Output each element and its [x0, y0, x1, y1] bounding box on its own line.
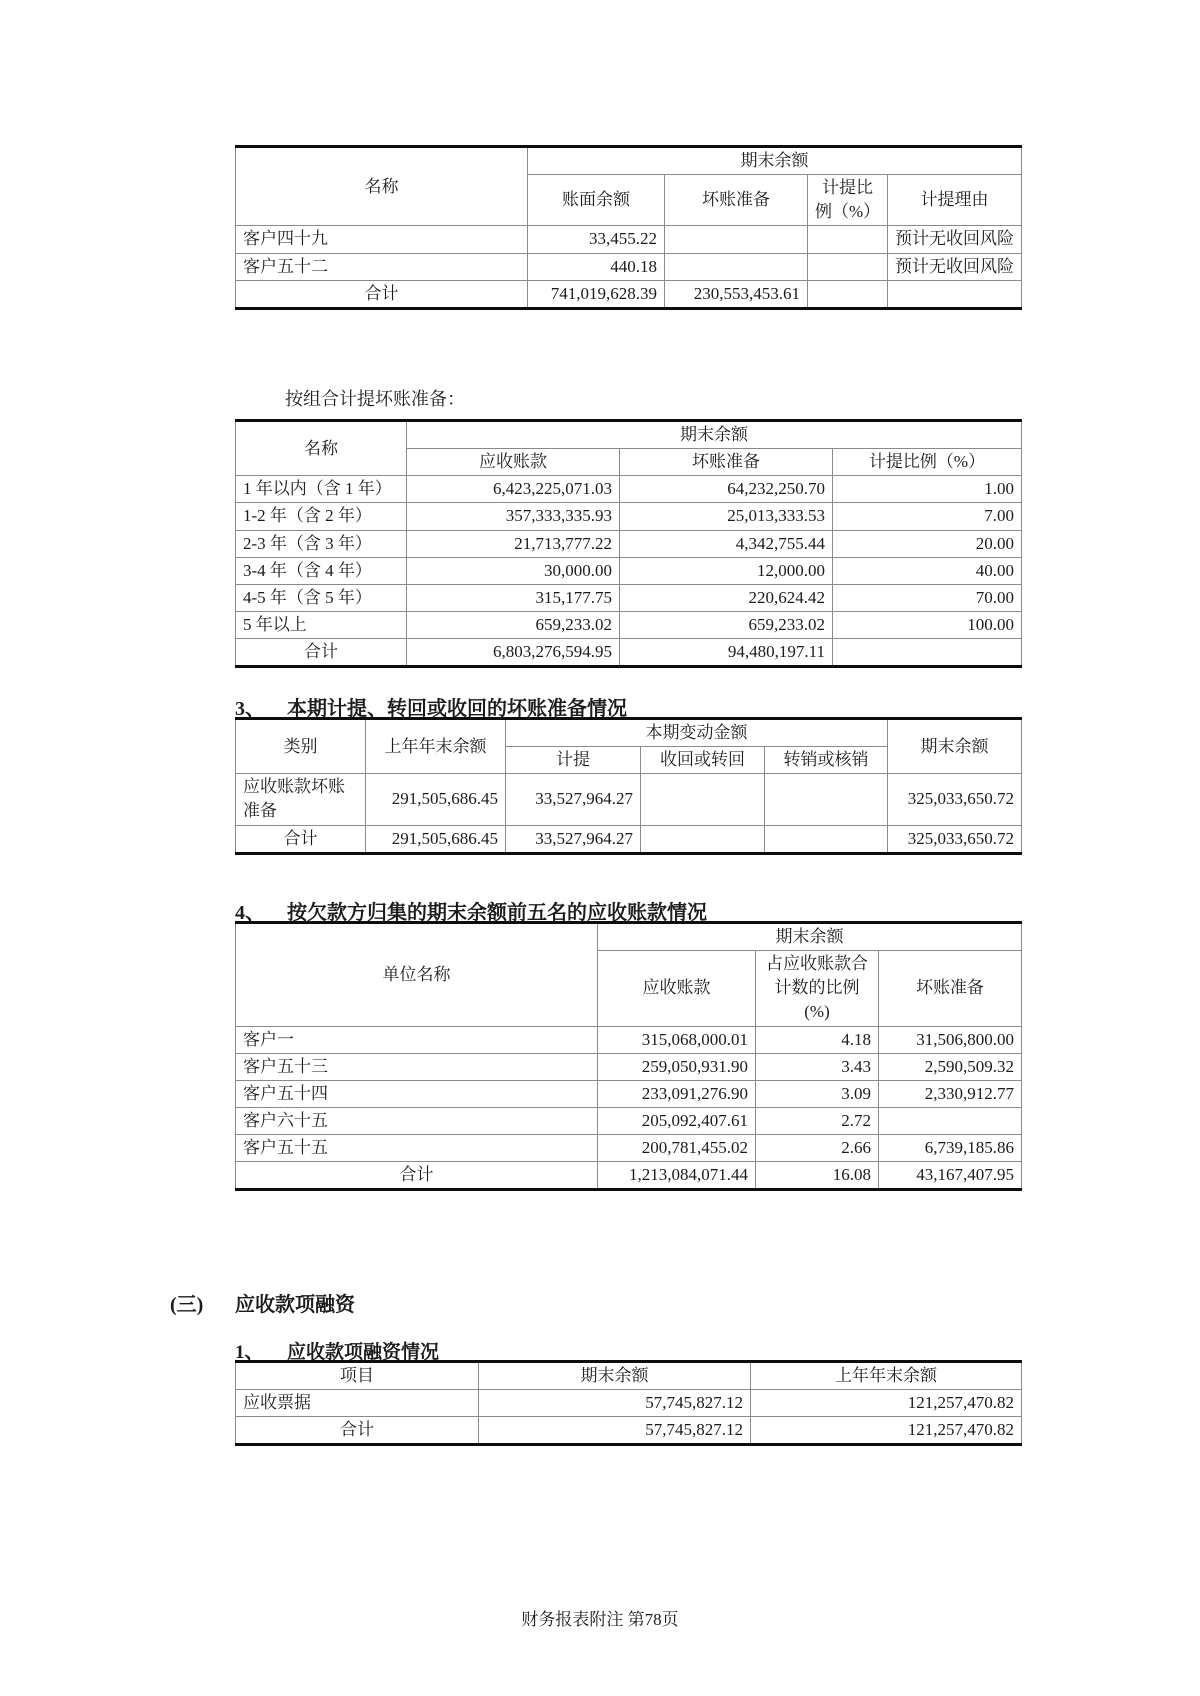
amount-cell: 121,257,470.82 [751, 1417, 1022, 1445]
heading-number: 3、 [235, 698, 265, 720]
column-header: 上年年末余额 [366, 719, 506, 774]
amount-cell: 315,177.75 [407, 584, 620, 611]
table-row [236, 1080, 1022, 1107]
total-row [236, 1162, 1022, 1190]
table-row [236, 1053, 1022, 1080]
column-group-header: 期末余额 [598, 923, 1022, 951]
empty-cell [641, 825, 765, 853]
table-row [236, 1135, 1022, 1162]
amount-cell: 12,000.00 [620, 557, 833, 584]
amount-cell: 2,590,509.32 [879, 1053, 1022, 1080]
column-header: 转销或核销 [765, 747, 888, 774]
table-row [236, 1107, 1022, 1134]
table-row [236, 147, 1022, 175]
ratio-cell: 16.08 [756, 1162, 879, 1190]
customer-name-cell: 客户五十五 [236, 1135, 598, 1162]
amount-cell: 325,033,650.72 [888, 774, 1022, 825]
amount-cell: 291,505,686.45 [366, 774, 506, 825]
customer-name-cell: 客户四十九 [236, 226, 528, 253]
amount-cell: 4,342,755.44 [620, 530, 833, 557]
page-footer: 财务报表附注 第78页 [521, 1610, 679, 1629]
aging-label-cell: 1-2 年（含 2 年） [236, 503, 407, 530]
amount-cell: 315,068,000.01 [598, 1026, 756, 1053]
column-header: 占应收账款合计数的比例(%) [756, 951, 879, 1026]
aging-label-cell: 4-5 年（含 5 年） [236, 584, 407, 611]
column-header: 类别 [236, 719, 366, 774]
column-group-header: 期末余额 [528, 147, 1022, 175]
total-label-cell: 合计 [236, 1162, 598, 1190]
empty-cell [665, 226, 808, 253]
table-row [236, 1026, 1022, 1053]
aging-label-cell: 1 年以内（含 1 年） [236, 476, 407, 503]
column-header: 名称 [236, 147, 528, 226]
amount-cell: 205,092,407.61 [598, 1107, 756, 1134]
amount-cell: 659,233.02 [620, 611, 833, 638]
total-row [236, 1417, 1022, 1445]
ratio-cell: 100.00 [833, 611, 1022, 638]
amount-cell: 33,527,964.27 [506, 825, 641, 853]
column-header: 计提理由 [888, 175, 1022, 226]
amount-cell: 200,781,455.02 [598, 1135, 756, 1162]
aging-label-cell: 2-3 年（含 3 年） [236, 530, 407, 557]
ratio-cell: 2.72 [756, 1107, 879, 1134]
empty-cell [808, 280, 888, 308]
aging-label-cell: 5 年以上 [236, 611, 407, 638]
column-header: 应收账款 [598, 951, 756, 1026]
table-row [236, 1362, 1022, 1390]
amount-cell: 43,167,407.95 [879, 1162, 1022, 1190]
empty-cell [665, 253, 808, 280]
aging-provision-table [235, 419, 1021, 668]
amount-cell: 2,330,912.77 [879, 1080, 1022, 1107]
column-header: 坏账准备 [879, 951, 1022, 1026]
ratio-cell: 1.00 [833, 476, 1022, 503]
empty-cell [879, 1107, 1022, 1134]
heading-number: 1、 [235, 1342, 264, 1363]
receivables-financing-table [235, 1360, 1021, 1446]
table-row [236, 611, 1022, 638]
table-row [236, 503, 1022, 530]
table-row [236, 1390, 1022, 1417]
ratio-cell: 3.43 [756, 1053, 879, 1080]
item-cell: 应收票据 [236, 1390, 479, 1417]
ratio-cell: 70.00 [833, 584, 1022, 611]
amount-cell: 57,745,827.12 [479, 1417, 751, 1445]
table-row [236, 253, 1022, 280]
table-row [236, 774, 1022, 825]
total-row [236, 825, 1022, 853]
amount-cell: 21,713,777.22 [407, 530, 620, 557]
customer-name-cell: 客户五十三 [236, 1053, 598, 1080]
column-group-header: 本期变动金额 [506, 719, 888, 747]
amount-cell: 6,423,225,071.03 [407, 476, 620, 503]
heading-text: 本期计提、转回或收回的坏账准备情况 [287, 698, 627, 720]
amount-cell: 220,624.42 [620, 584, 833, 611]
column-header: 计提 [506, 747, 641, 774]
amount-cell: 121,257,470.82 [751, 1390, 1022, 1417]
amount-cell: 291,505,686.45 [366, 825, 506, 853]
column-header: 期末余额 [479, 1362, 751, 1390]
column-header: 项目 [236, 1362, 479, 1390]
ratio-cell: 3.09 [756, 1080, 879, 1107]
heading-number: 4、 [235, 902, 265, 924]
column-header: 名称 [236, 421, 407, 476]
amount-cell: 6,739,185.86 [879, 1135, 1022, 1162]
ratio-cell: 20.00 [833, 530, 1022, 557]
reason-cell: 预计无收回风险 [888, 226, 1022, 253]
amount-cell: 6,803,276,594.95 [407, 639, 620, 667]
section-heading-receivables-financing [170, 1288, 355, 1317]
provision-change-table [235, 717, 1021, 855]
ratio-cell: 4.18 [756, 1026, 879, 1053]
empty-cell [808, 253, 888, 280]
heading-number: (三) [170, 1294, 204, 1316]
total-label-cell: 合计 [236, 280, 528, 308]
amount-cell: 25,013,333.53 [620, 503, 833, 530]
empty-cell [641, 774, 765, 825]
category-cell: 应收账款坏账准备 [236, 774, 366, 825]
column-header: 计提比例（%） [833, 449, 1022, 476]
column-group-header: 期末余额 [407, 421, 1022, 449]
amount-cell: 325,033,650.72 [888, 825, 1022, 853]
customer-name-cell: 客户五十四 [236, 1080, 598, 1107]
heading-text: 按欠款方归集的期末余额前五名的应收账款情况 [287, 902, 707, 924]
heading-text: 应收款项融资 [235, 1294, 355, 1316]
amount-cell: 230,553,453.61 [665, 280, 808, 308]
table-row [236, 530, 1022, 557]
total-label-cell: 合计 [236, 1417, 479, 1445]
ratio-cell: 2.66 [756, 1135, 879, 1162]
amount-cell: 357,333,335.93 [407, 503, 620, 530]
amount-cell: 30,000.00 [407, 557, 620, 584]
group-provision-title: 按组合计提坏账准备： [285, 389, 465, 409]
column-header: 上年年末余额 [751, 1362, 1022, 1390]
reason-cell: 预计无收回风险 [888, 253, 1022, 280]
amount-cell: 1,213,084,071.44 [598, 1162, 756, 1190]
empty-cell [888, 280, 1022, 308]
amount-cell: 659,233.02 [407, 611, 620, 638]
total-row [236, 639, 1022, 667]
customer-name-cell: 客户五十二 [236, 253, 528, 280]
amount-cell: 31,506,800.00 [879, 1026, 1022, 1053]
heading-text: 应收款项融资情况 [287, 1342, 440, 1363]
amount-cell: 94,480,197.11 [620, 639, 833, 667]
total-label-cell: 合计 [236, 825, 366, 853]
amount-cell: 64,232,250.70 [620, 476, 833, 503]
column-header: 坏账准备 [620, 449, 833, 476]
amount-cell: 233,091,276.90 [598, 1080, 756, 1107]
table-row [236, 923, 1022, 951]
column-header: 计提比例（%） [808, 175, 888, 226]
column-header: 期末余额 [888, 719, 1022, 774]
amount-cell: 440.18 [528, 253, 665, 280]
amount-cell: 741,019,628.39 [528, 280, 665, 308]
column-header: 单位名称 [236, 923, 598, 1027]
empty-cell [808, 226, 888, 253]
customer-name-cell: 客户六十五 [236, 1107, 598, 1134]
empty-cell [765, 774, 888, 825]
aging-label-cell: 3-4 年（含 4 年） [236, 557, 407, 584]
table-row [236, 584, 1022, 611]
amount-cell: 33,527,964.27 [506, 774, 641, 825]
column-header: 坏账准备 [665, 175, 808, 226]
ratio-cell: 7.00 [833, 503, 1022, 530]
individual-provision-table [235, 145, 1021, 310]
top-five-receivables-table [235, 921, 1021, 1191]
table-row [236, 421, 1022, 449]
table-row [236, 719, 1022, 747]
customer-name-cell: 客户一 [236, 1026, 598, 1053]
empty-cell [833, 639, 1022, 667]
total-label-cell: 合计 [236, 639, 407, 667]
amount-cell: 33,455.22 [528, 226, 665, 253]
ratio-cell: 40.00 [833, 557, 1022, 584]
table-row [236, 226, 1022, 253]
amount-cell: 259,050,931.90 [598, 1053, 756, 1080]
column-header: 账面余额 [528, 175, 665, 226]
table-row [236, 557, 1022, 584]
column-header: 应收账款 [407, 449, 620, 476]
empty-cell [765, 825, 888, 853]
total-row [236, 280, 1022, 308]
table-row [236, 476, 1022, 503]
column-header: 收回或转回 [641, 747, 765, 774]
section-heading-other-receivables [170, 1480, 235, 1503]
amount-cell: 57,745,827.12 [479, 1390, 751, 1417]
